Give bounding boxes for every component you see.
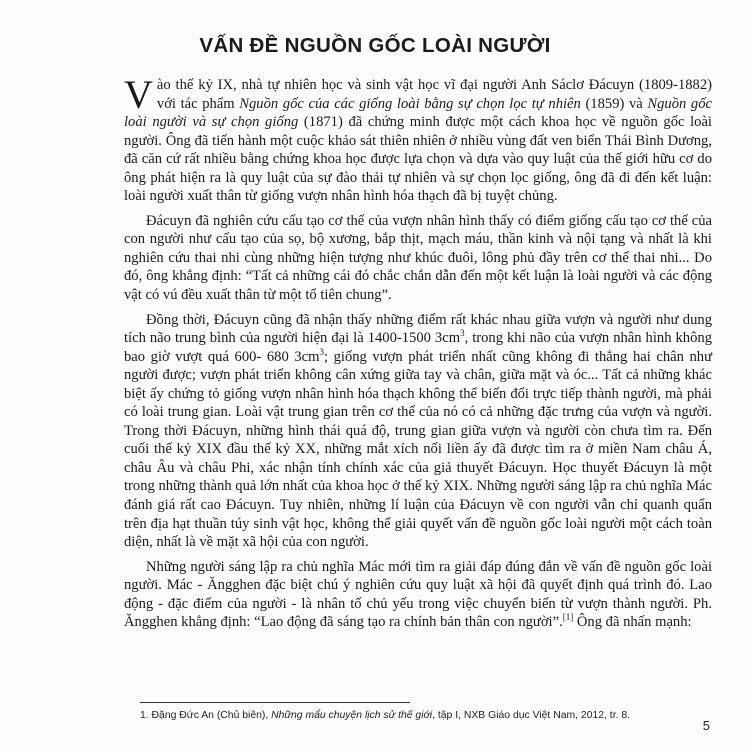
text-run: (1859) và (580, 95, 648, 112)
book-title-italic: Những mẩu chuyện lịch sử thế giới (271, 710, 433, 721)
footnote-ref: [1] (562, 612, 574, 623)
paragraph-3 (124, 311, 712, 552)
book-title-italic: Nguồn gốc loài người và sự chọn giống (124, 95, 712, 131)
text-run: , tập I, NXB Giáo dục Việt Nam, 2012, tr. 8. (432, 710, 631, 721)
text-run: 1. Đặng Đức An (Chủ biên), (140, 710, 272, 721)
text-run: (1871) đã chứng minh được một cách khoa học về nguồn gốc loài người. Ông đã tiến hành một cuộc khảo sát thiên nhiên ở nhiều vùng đất ven biển Thái Bình Dương, đã căn cứ rất nhiều bằng chứng khoa học được lựa chọn và dựa vào quy luật của thế giới hữu cơ do ông phát hiện ra là quy luật của sự đào thải tự nhiên và sự chọn lọc giống, ông đã đi đến kết luận: loài người xuất thân từ giống vượn nhân hình hóa thạch đã bị tuyệt chủng. (124, 114, 712, 205)
page-number: 5 (702, 718, 710, 733)
page-title: VẤN ĐỀ NGUỒN GỐC LOÀI NGƯỜI (199, 34, 551, 57)
superscript: 3 (319, 346, 324, 357)
text-run: , trong khi não của vượn nhân hình không bao giờ vượt quá 600- 680 3cm (124, 330, 712, 365)
footnote (140, 709, 720, 722)
paragraph-4 (124, 558, 712, 632)
paragraph-1 (124, 72, 712, 206)
drop-cap: V (124, 72, 153, 117)
text-run: Những người sáng lập ra chủ nghĩa Mác mới tìm ra giải đáp đúng đắn về vấn đề nguồn gốc loài người. Mác - Ăngghen đặc biệt chú ý nghiên cứu quy luật xã hội đã quyết định quá trình đó. Lao động - đặc điểm của người - là nhân tố chủ yếu trong việc chuyển biến từ vượn thành người. Ph. Ăngghen khẳng định: “Lao động đã sáng tạo ra chính bản thân con người”. (124, 558, 712, 631)
text-run: Đồng thời, Đácuyn cũng đã nhận thấy những điểm rất khác nhau giữa vượn và người như dung tích não trung bình của người hiện đại là 1400-1500 3cm (124, 311, 712, 347)
text-run: Ông đã nhấn mạnh: (573, 614, 692, 631)
paragraph-2: Đácuyn đã nghiên cứu cấu tạo cơ thể của vượn nhân hình thấy có điểm giống cấu tạo cơ thể của con người như cấu tạo của sọ, bộ xương, bắp thịt, mạch máu, thần kinh và nội tạng và nhất là khi nghiên cứu thai nhi cùng những hiện tượng như khúc đuôi, lông phủ đầy trên cơ thể thai nhi... Do đó, ông khẳng định: “Tất cả những cái đó chắc chắn dẫn đến một kết luận là loài người và các động vật có vú đều xuất thân từ một tổ tiên chung”. (124, 212, 712, 304)
body-text (124, 72, 712, 638)
superscript: 3 (460, 328, 465, 339)
text-run: ; giống vượn phát triển nhất cũng không đi thẳng hai chân như người được; vượn phát triển không cân xứng giữa tay và chân, giữa mặt và óc... Tất cả những khác biệt ấy chứng tỏ giống vượn nhân hình hóa thạch không thể biến đổi trực tiếp thành người, mà phải có loài trung gian. Loài vật trung gian trên cơ thể của nó có cả những đặc trưng của vượn và người. Trong thời Đácuyn, những hình thái quá độ, trung gian giữa vượn và người còn chưa tìm ra. Đến cuối thế kỷ XIX đầu thế kỷ XX, những mắt xích nối liền ấy đã được tìm ra ở miền Nam châu Á, châu Âu và châu Phi, xác nhận tính chính xác của giả thuyết Đácuyn. Học thuyết Đácuyn là một trong những thành quả lớn nhất của khoa học ở thế kỷ XIX. Những người sáng lập ra chủ nghĩa Mác đánh giá rất cao Đácuyn. Tuy nhiên, những lí luận của Đácuyn về con người vẫn chỉ quanh quẩn trên địa hạt thuần túy sinh vật học, không thể giải quyết vấn đề nguồn gốc loài người một cách toàn diện, nhất là về mặt xã hội của con người. (124, 348, 712, 551)
book-title-italic: Nguồn gốc của các giống loài bằng sự chọn lọc tự nhiên (239, 95, 581, 112)
text-run: ào thế kỷ IX, nhà tự nhiên học và sinh vật học vĩ đại người Anh Sáclơ Đácuyn (1809-1882) với tác phẩm (156, 77, 712, 112)
footnote-divider (140, 702, 410, 703)
